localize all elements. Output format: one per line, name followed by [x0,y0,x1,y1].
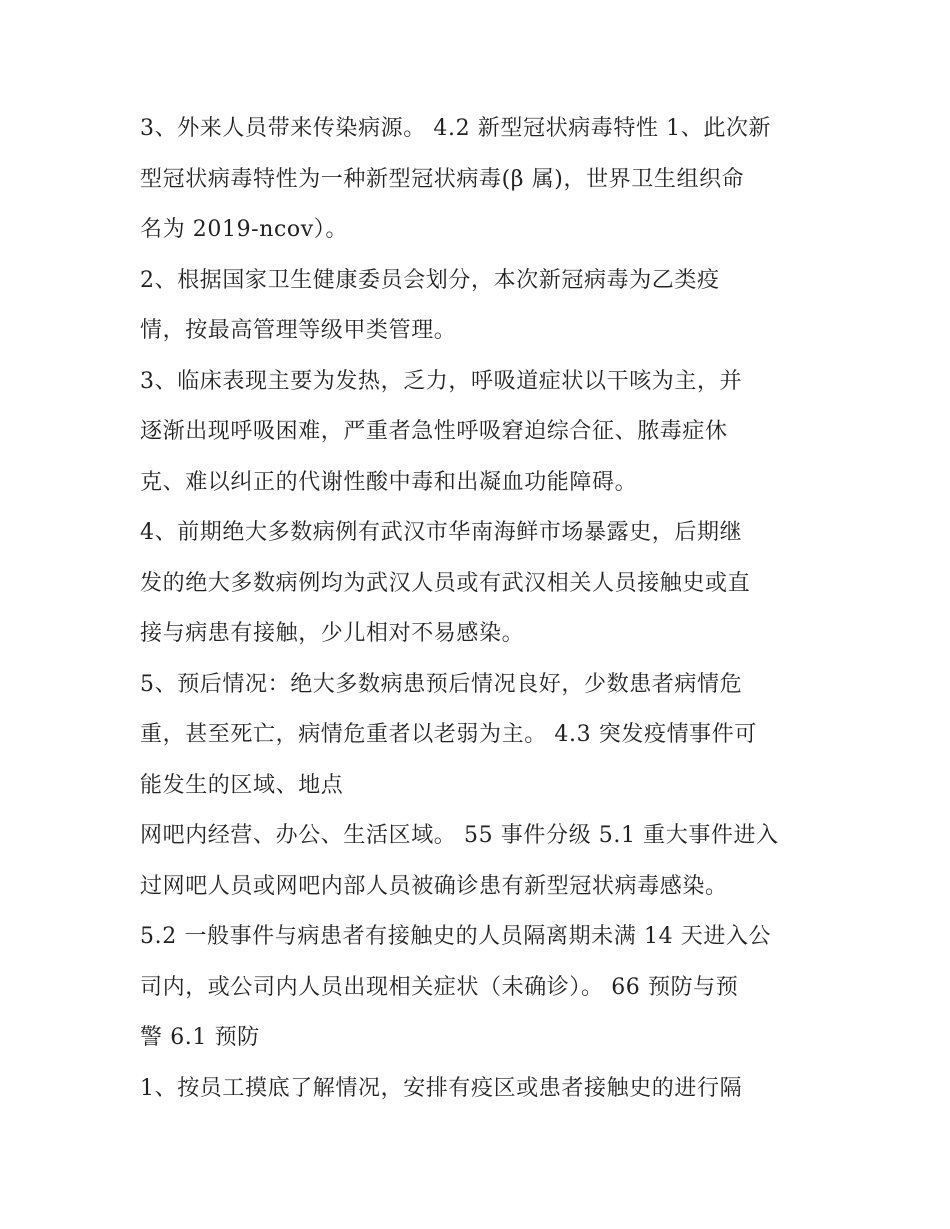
text-line: 克、难以纠正的代谢性酸中毒和出凝血功能障碍。 [140,469,638,495]
text-line: 5.2 一般事件与病患者有接触史的人员隔离期未满 14 天进入公 [140,924,772,949]
text-line: 重，甚至死亡，病情危重者以老弱为主。 4.3 突发疫情事件可 [140,722,757,747]
text-line: 网吧内经营、办公、生活区域。 55 事件分级 5.1 重大事件进入 [140,823,779,848]
text-line: 能发生的区域、地点 [140,772,344,798]
text-line: 2、根据国家卫生健康委员会划分，本次新冠病毒为乙类疫 [140,267,720,293]
text-line: 5、预后情况：绝大多数病患预后情况良好，少数患者病情危 [140,671,743,697]
text-line: 警 6.1 预防 [140,1025,260,1050]
document-body [140,104,820,1114]
text-line: 发的绝大多数病例均为武汉人员或有武汉相关人员接触史或直 [140,570,751,596]
text-line: 过网吧人员或网吧内部人员被确诊患有新型冠状病毒感染。 [140,873,728,899]
text-line: 接与病患有接触，少儿相对不易感染。 [140,621,525,646]
text-line: 名为 2019-ncov）。 [140,217,348,242]
text-line: 3、临床表现主要为发热，乏力，呼吸道症状以干咳为主，并 [140,368,743,394]
text-line: 4、前期绝大多数病例有武汉市华南海鲜市场暴露史，后期继 [140,520,743,545]
text-line: 1、按员工摸底了解情况，安排有疫区或患者接触史的进行隔 [140,1075,743,1101]
text-line: 型冠状病毒特性为一种新型冠状病毒(β 属)，世界卫生组织命 [140,166,745,192]
text-line: 逐渐出现呼吸困难，严重者急性呼吸窘迫综合征、脓毒症休 [140,419,728,444]
text-line: 3、外来人员带来传染病源。 4.2 新型冠状病毒特性 1、此次新 [140,116,772,141]
text-line: 情，按最高管理等级甲类管理。 [140,318,457,343]
text-line: 司内，或公司内人员出现相关症状（未确诊）。 66 预防与预 [140,974,739,1000]
